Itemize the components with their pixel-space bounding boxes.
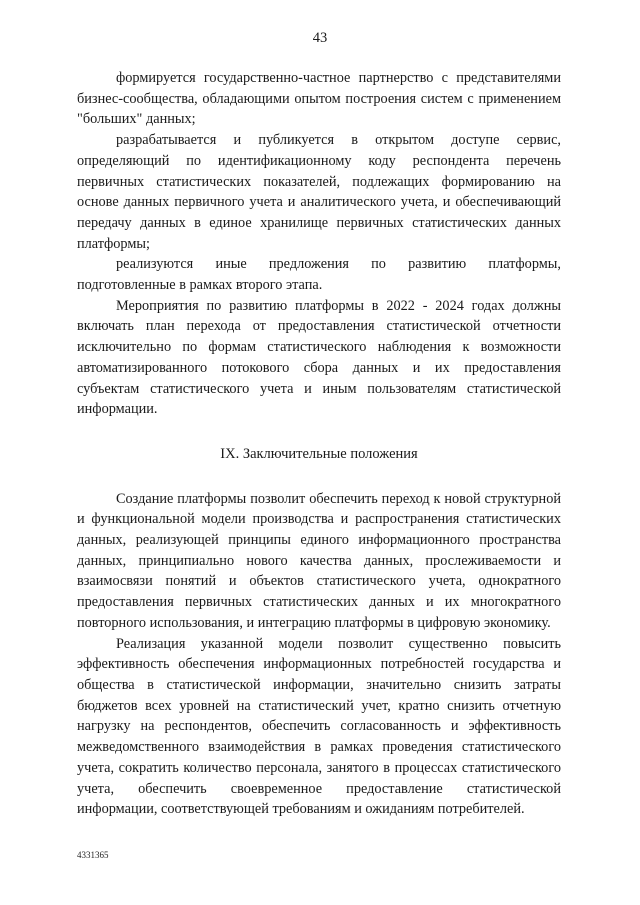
document-body — [77, 68, 561, 820]
paragraph-platform-creation: Создание платформы позволит обеспечить переход к новой структурной и функциональной модели производства и распространения статистических данных, реализующей принципы единого информационного пространства данных, принципиально нового качества данных, прослеживаемости и взаимосвязи понятий и объектов статистического учета, однократного предоставления первичных статистических данных и их многократного повторного использования, и интеграцию платформы в цифровую экономику. — [77, 490, 561, 631]
paragraph-development-measures: Мероприятия по развитию платформы в 2022 - 2024 годах должны включать план перехода от предоставления статистической отчетности исключительно по формам статистического наблюдения к возможности автоматизированного потокового сбора данных и их предоставления субъектам статистического учета и иным пользователям статистической информации. — [77, 297, 561, 418]
paragraph-other-proposals: реализуются иные предложения по развитию платформы, подготовленные в рамках второго этапа. — [77, 256, 561, 294]
page-number: 43 — [312, 30, 328, 46]
paragraph-model-implementation: Реализация указанной модели позволит существенно повысить эффективность обеспечения информационных потребностей государства и общества в статистической информации, значительно снизить затраты бюджетов всех уровней на статистический учет, кратно снизить отчетную нагрузку на респондентов, обеспечить согласованность и эффективность межведомственного взаимодействия в рамках проведения статистического учета, сократить количество персонала, занятого в процессах статистического учета, обеспечить своевременное предоставление статистической информации, соответствующей требованиям и ожиданиям потребителей. — [77, 635, 561, 818]
paragraph-ppp-formation: формируется государственно-частное партнерство с представителями бизнес-сообщества, обладающими опытом построения систем с применением "больших" данных; — [77, 70, 561, 128]
paragraph-service-publication: разрабатывается и публикуется в открытом доступе сервис, определяющий по идентификационному коду респондента перечень первичных статистических показателей, подлежащих формированию на основе данных первичного учета и аналитического учета, и обеспечивающий передачу данных в единое хранилище первичных статистических данных платформы; — [77, 132, 561, 252]
document-code: 4331365 — [77, 850, 109, 860]
section-heading: IX. Заключительные положения — [220, 445, 418, 462]
